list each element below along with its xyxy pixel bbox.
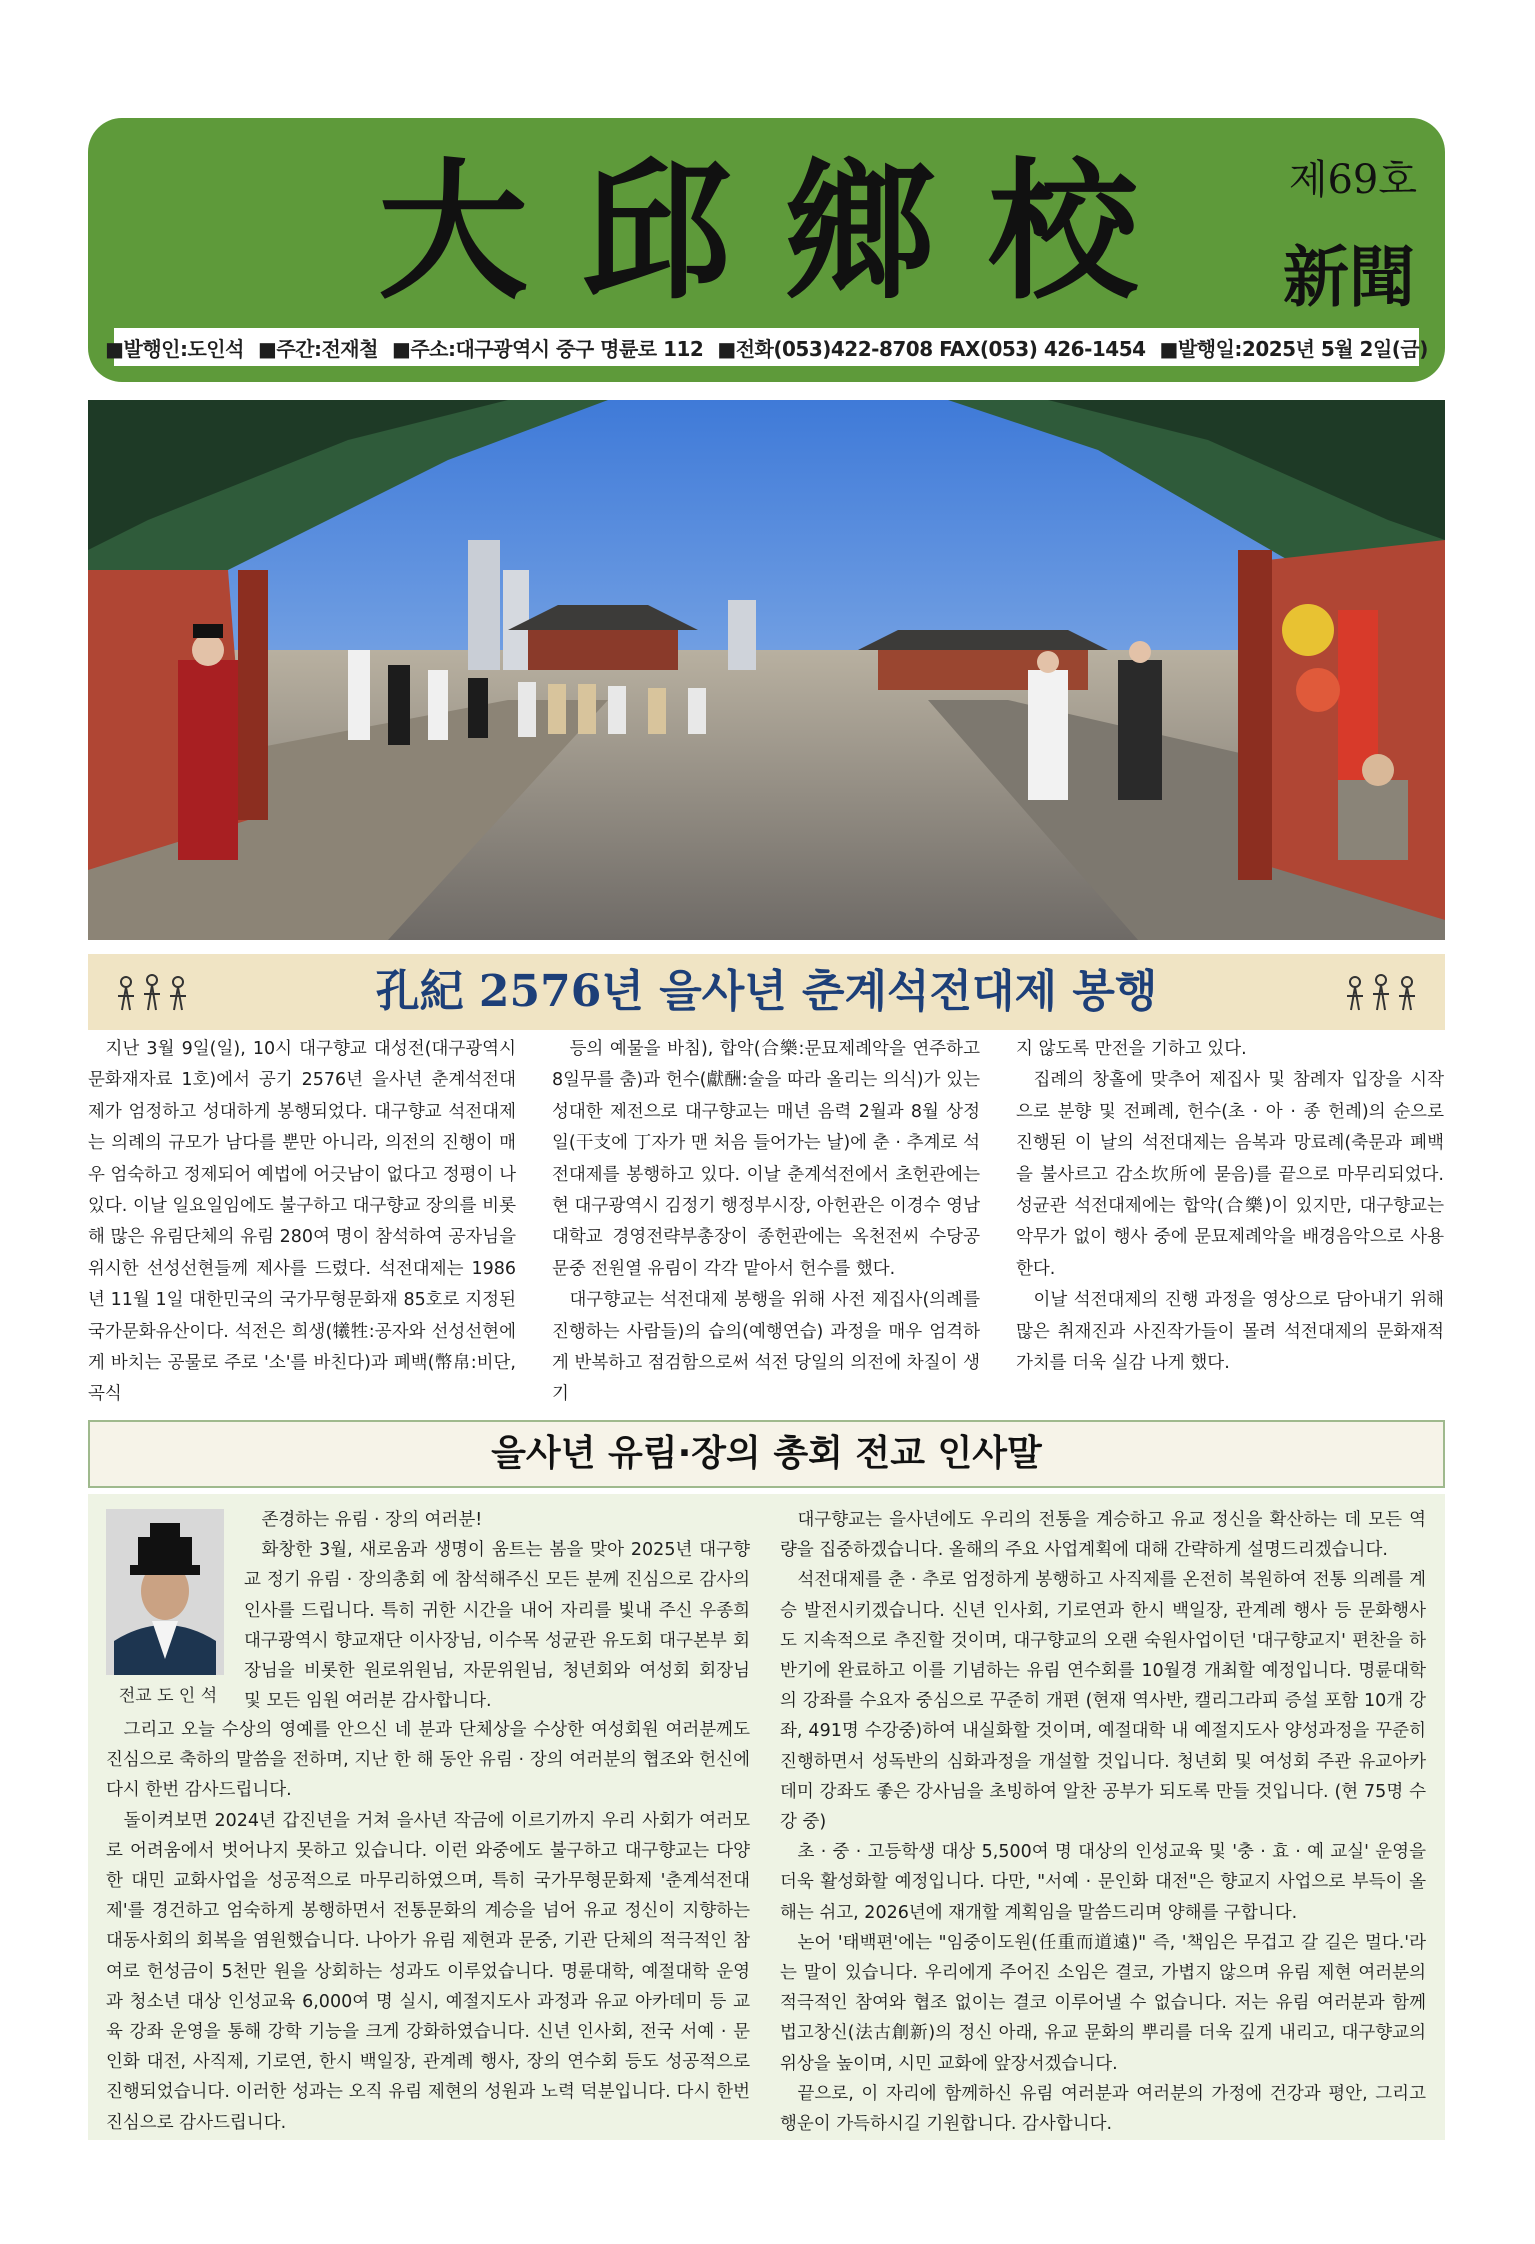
- article-paragraph: 이날 석전대제의 진행 과정을 영상으로 담아내기 위해 많은 취재진과 사진작가들이 몰려 석전대제의 문화재적 가치를 더욱 실감 나게 했다.: [1016, 1290, 1444, 1374]
- address-paragraph: 존경하는 유림 · 장의 여러분!: [261, 1510, 483, 1530]
- address-info: ■주소:대구광역시 중구 명륜로 112: [391, 336, 704, 361]
- article-paragraph: 집례의 창홀에 맞추어 제집사 및 참례자 입장을 시작으로 분향 및 전폐례, 헌수(초 · 아 · 종 헌례)의 순으로 진행된 이 날의 석전대제는 음복과 망료례(축문과 폐백을 불사르고 감소坎所에 묻음)를 끝으로 마무리되었다. 성균관 석전대제에는 합악(合樂)이 있지만, 대구향교는 악무가 없이 행사 중에 문묘제례악을 배경음악으로 사용한다.: [1016, 1070, 1444, 1279]
- title-char: 鄉: [784, 144, 935, 320]
- article-column-3: [1016, 1034, 1444, 1379]
- address-paragraph: 돌이켜보면 2024년 갑진년을 거쳐 을사년 작금에 이르기까지 우리 사회가 여러모로 어려움에서 벗어나지 못하고 있습니다. 이런 와중에도 불구하고 대구향교는 다양한 대민 교화사업을 성공적으로 마무리하였으며, 특히 국가무형문화제 '춘계석전대제'를 경건하고 엄숙하게 봉행하면서 전통문화의 계승을 넘어 유교 정신이 지향하는 대동사회의 회복을 염원했습니다. 나아가 유림 제현과 문중, 기관 단체의 적극적인 참여로 헌성금이 5천만 원을 상회하는 성과도 이루었습니다. 명륜대학, 예절대학 운영과 청소년 대상 인성교육 6,000여 명 실시, 예절지도사 과정과 유교 아카데미 등 교육 강좌 운영을 통해 강학 기능을 크게 강화하였습니다. 신년 인사회, 전국 서예 · 문인화 대전, 사직제, 기로연, 한시 백일장, 관계례 행사, 장의 연수회 등도 성공적으로 진행되었습니다. 이러한 성과는 오직 유림 제현의 성원과 노력 덕분입니다. 다시 한번 진심으로 감사드립니다.: [106, 1810, 750, 2133]
- address-part-2: [106, 1715, 750, 2138]
- article-paragraph: 지 않도록 만전을 기하고 있다.: [1016, 1039, 1247, 1059]
- publish-date-info: ■발행일:2025년 5월 2일(금): [1159, 336, 1428, 361]
- article-paragraph: 지난 3월 9일(일), 10시 대구향교 대성전(대구광역시 문화재자료 1호)에서 공기 2576년 을사년 춘계석전대제가 엄정하고 성대하게 봉행되었다. 대구향교 석전대제는 의례의 규모가 남다를 뿐만 아니라, 의전의 진행이 매우 엄숙하고 정제되어 예법에 어긋남이 없다고 정평이 나 있다. 이날 일요일임에도 불구하고 대구향교 장의를 비롯해 많은 유림단체의 유림 280여 명이 참석하여 공자님을 위시한 선성선현들께 제사를 드렸다. 석전대제는 1986년 11월 1일 대한민국의 국가무형문화재 85호로 지정된 국가문화유산이다. 석전은 희생(犧牲:공자와 선성선현에게 바치는 공물로 주로 '소'를 바친다)과 폐백(幣帛:비단, 곡식: [88, 1039, 516, 1405]
- contact-info: ■전화(053)422-8708 FAX(053) 426-1454: [717, 336, 1146, 361]
- address-paragraph: 끝으로, 이 자리에 함께하신 유림 여러분과 여러분의 가정에 건강과 평안, 그리고 행운이 가득하시길 기원합니다. 감사합니다.: [780, 2083, 1426, 2135]
- title-char: 校: [987, 144, 1138, 320]
- portrait-illustration: [106, 1509, 224, 1675]
- portrait-photo: [106, 1509, 224, 1675]
- article-headline: 孔紀 2576년 을사년 춘계석전대제 봉행: [375, 966, 1158, 1017]
- address-headline-band: [88, 1420, 1445, 1488]
- issue-number: 제69호: [1288, 157, 1417, 203]
- ceremony-photo: [88, 400, 1445, 940]
- address-paragraph: 화창한 3월, 새로움과 생명이 움트는 봄을 맞아 2025년 대구향교 정기 유림 · 장의총회 에 참석해주신 모든 분께 진심으로 감사의 인사를 드립니다. 특히 귀한 시간을 내어 자리를 빛내 주신 우종희 대구광역시 향교재단 이사장님, 이수목 성균관 유도회 대구본부 회장님을 비롯한 원로위원님, 자문위원님, 청년회와 여성회 회장님 및 모든 임원 여러분 감사합니다.: [244, 1540, 750, 1712]
- address-paragraph: 논어 '태백편'에는 "임중이도원(任重而道遠)" 즉, '책임은 무겁고 갈 길은 멀다.'라는 말이 있습니다. 우리에게 주어진 소임은 결코, 가볍지 않으며 유림 제현 여러분의 적극적인 참여와 협조 없이는 결코 이루어낼 수 없습니다. 저는 유림 여러분과 함께 법고창신(法古創新)의 정신 아래, 유교 문화의 뿌리를 더욱 깊게 내리고, 대구향교의 위상을 높이며, 시민 교화에 앞장서겠습니다.: [780, 1932, 1426, 2074]
- editor-info: ■주간:전재철: [257, 336, 378, 361]
- article-column-2: [552, 1034, 980, 1411]
- ornament-icon: [1341, 970, 1421, 1016]
- article-paragraph: 등의 예물을 바침), 합악(合樂:문묘제례악을 연주하고 8일무를 춤)과 헌수(獻酬:술을 따라 올리는 의식)가 있는 성대한 제전으로 대구향교는 매년 음력 2월과 8월 상정일(干支에 丁자가 맨 처음 들어가는 날)에 춘 · 추계로 석전대제를 봉행하고 있다. 이날 춘계석전에서 초헌관에는 현 대구광역시 김정기 행정부시장, 아헌관은 이경수 영남대학교 경영전략부총장이 종헌관에는 옥천전씨 수당공 문중 전원열 유림이 각각 맡아서 헌수를 했다.: [552, 1039, 980, 1279]
- address-headline: 을사년 유림·장의 총회 전교 인사말: [491, 1433, 1042, 1474]
- title-char: 大: [378, 144, 529, 320]
- article-paragraph: 대구향교는 석전대제 봉행을 위해 사전 제집사(의례를 진행하는 사람들)의 습의(예행연습) 과정을 매우 엄격하게 반복하고 점검함으로써 석전 당일의 의전에 차질이 생기: [552, 1290, 980, 1405]
- masthead-title: [378, 132, 1138, 332]
- address-part-3: [780, 1505, 1426, 2139]
- address-paragraph: 초 · 중 · 고등학생 대상 5,500여 명 대상의 인성교육 및 '충 · 효 · 예 교실' 운영을 더욱 활성화할 예정입니다. 다만, "서예 · 문인화 대전"은 향교지 사업으로 부득이 올해는 쉬고, 2026년에 재개할 계획임을 말씀드리며 양해를 구합니다.: [780, 1842, 1426, 1923]
- publication-info-bar: [105, 328, 1428, 366]
- article-column-1: [88, 1034, 516, 1411]
- masthead: [88, 118, 1445, 382]
- title-char: 邱: [581, 144, 732, 320]
- newspaper-label: 新聞: [1283, 238, 1415, 316]
- address-paragraph: 석전대제를 춘 · 추로 엄정하게 봉행하고 사직제를 온전히 복원하여 전통 의례를 계승 발전시키겠습니다. 신년 인사회, 기로연과 한시 백일장, 관계례 행사 등 문화행사도 지속적으로 추진할 것이며, 대구향교의 오랜 숙원사업이던 '대구향교지' 편찬을 하반기에 완료하고 이를 기념하는 유림 연수회를 10월경 개최할 예정입니다. 명륜대학의 강좌를 수요자 중심으로 꾸준히 개편 (현재 역사반, 캘리그라피 증설 포함 10개 강좌, 491명 수강중)하여 내실화할 것이며, 예절대학 내 예절지도사 양성과정을 꾸준히 진행하면서 성독반의 심화과정을 개설할 것입니다. 청년회 및 여성회 주관 유교아카데미 강좌도 좋은 강사님을 초빙하여 알찬 공부가 되도록 만들 것입니다. (현 75명 수강 중): [780, 1570, 1426, 1833]
- address-paragraph: 대구향교는 을사년에도 우리의 전통을 계승하고 유교 정신을 확산하는 데 모든 역량을 집중하겠습니다. 올해의 주요 사업계획에 대해 간략하게 설명드리겠습니다.: [780, 1510, 1426, 1561]
- ornament-icon: [112, 970, 192, 1016]
- portrait-caption: 전교 도 인 석: [118, 1686, 218, 1706]
- article-headline-band: [88, 954, 1445, 1030]
- address-part-1: [244, 1505, 750, 1716]
- ceremony-photo-illustration: [88, 400, 1445, 940]
- publisher-info: ■발행인:도인석: [105, 336, 244, 361]
- address-paragraph: 그리고 오늘 수상의 영예를 안으신 네 분과 단체상을 수상한 여성회원 여러분께도 진심으로 축하의 말씀을 전하며, 지난 한 해 동안 유림 · 장의 여러분의 협조와 헌신에 다시 한번 감사드립니다.: [106, 1720, 750, 1801]
